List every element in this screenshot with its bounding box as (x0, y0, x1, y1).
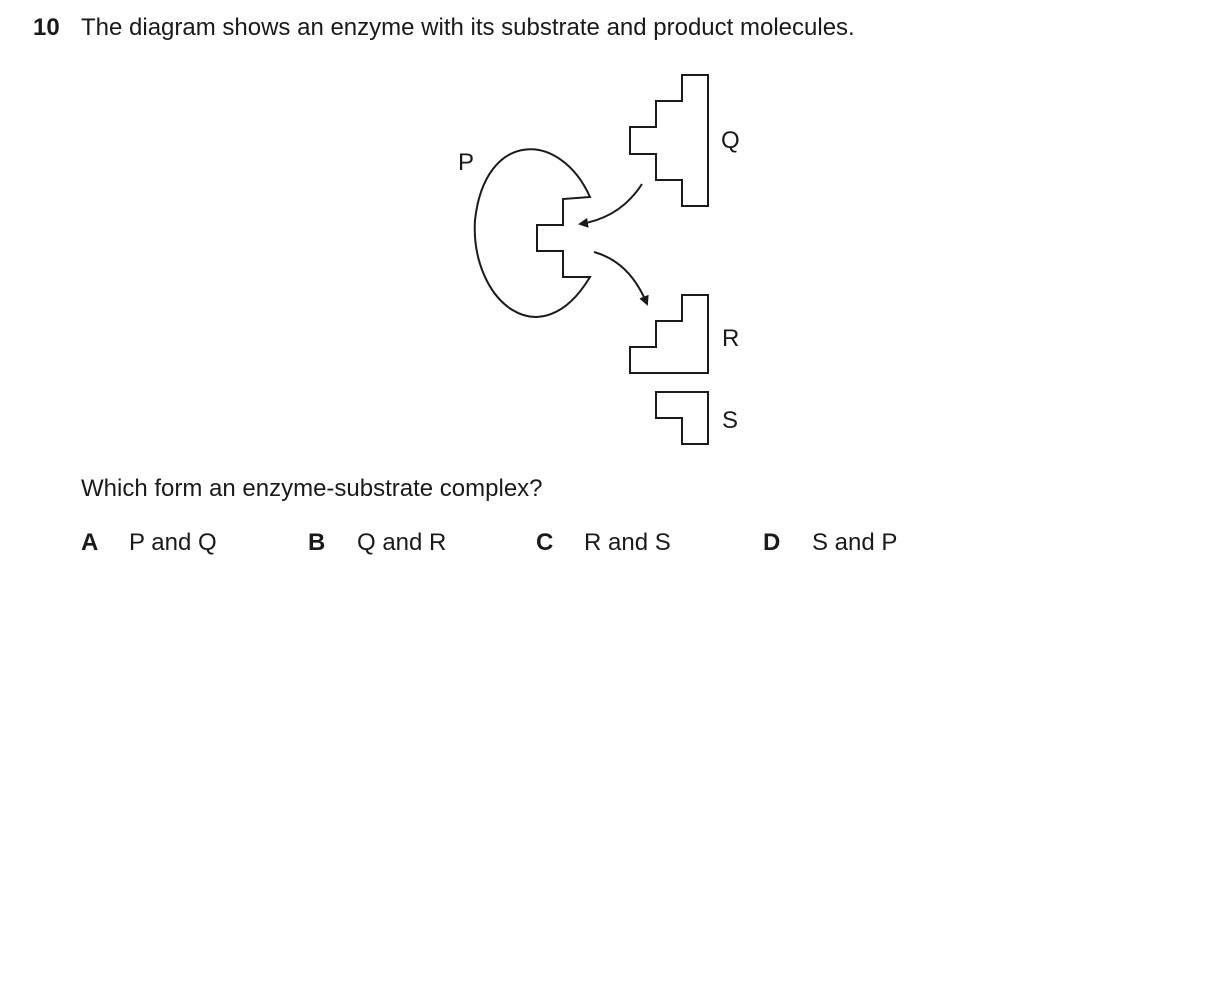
option-a-text: P and Q (129, 529, 217, 556)
label-r: R (722, 325, 740, 352)
label-p: P (458, 149, 475, 176)
product-r-shape (630, 295, 708, 373)
label-s: S (722, 407, 739, 434)
label-q: Q (721, 127, 740, 154)
option-b-text: Q and R (357, 529, 447, 556)
enzyme-shape (475, 149, 590, 317)
product-s-shape (656, 392, 708, 444)
question-prompt: Which form an enzyme-substrate complex? (81, 475, 543, 502)
enzyme-diagram (0, 0, 1209, 470)
arrow-enzyme-to-products (594, 252, 647, 304)
question-stem: The diagram shows an enzyme with its substrate and product molecules. (81, 14, 855, 41)
substrate-shape (630, 75, 708, 206)
option-d-letter: D (763, 529, 781, 556)
option-c-text: R and S (584, 529, 671, 556)
option-b-letter: B (308, 529, 326, 556)
option-d-text: S and P (812, 529, 898, 556)
option-a-letter: A (81, 529, 99, 556)
option-c-letter: C (536, 529, 554, 556)
question-number: 10 (33, 14, 60, 41)
arrow-substrate-to-enzyme (580, 184, 642, 224)
